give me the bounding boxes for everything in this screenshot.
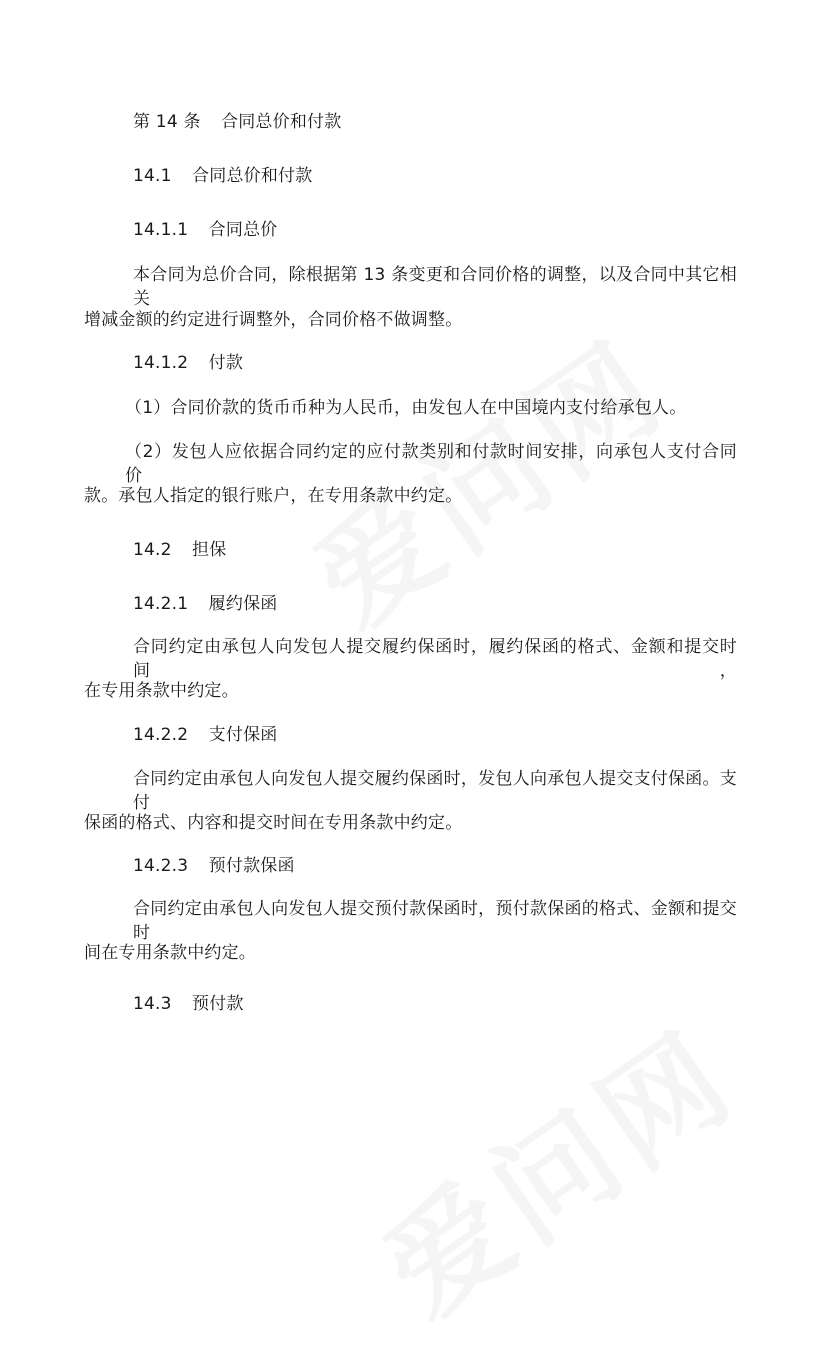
paragraph-line: 合同约定由承包人向发包人提交履约保函时，发包人向承包人提交支付保函。支付 [133,769,737,813]
section-number: 14.1.2 [133,353,189,373]
section-heading-14-2-2 [133,723,277,747]
section-title: 合同总价 [208,220,278,240]
section-title: 预付款 [192,994,244,1014]
section-heading-14-1 [133,164,312,188]
list-item-continuation: 款。承包人指定的银行账户，在专用条款中约定。 [84,486,463,506]
section-number: 14.1 [133,166,172,186]
section-number: 14.2.3 [133,856,189,876]
section-title: 预付款保函 [208,856,295,876]
section-heading-14-2 [133,538,226,562]
section-title: 付款 [208,353,244,373]
section-heading-14-1-1 [133,218,277,242]
paragraph-line: 保函的格式、内容和提交时间在专用条款中约定。 [84,813,463,833]
paragraph-line: 间在专用条款中约定。 [84,943,256,963]
section-title: 支付保函 [208,725,278,745]
section-number: 14.3 [133,994,172,1014]
section-title: 合同总价和付款 [192,166,313,186]
article-number: 第 14 条 [133,112,201,132]
article-heading [133,110,341,134]
paragraph-line: 合同约定由承包人向发包人提交履约保函时，履约保函的格式、金额和提交时间， [133,637,737,681]
section-heading-14-1-2 [133,351,243,375]
section-number: 14.1.1 [133,220,189,240]
section-heading-14-3 [133,992,244,1016]
paragraph-line: 在专用条款中约定。 [84,681,239,701]
section-title: 担保 [192,540,227,560]
section-number: 14.2.1 [133,594,189,614]
section-heading-14-2-3 [133,854,295,878]
section-title: 履约保函 [208,594,278,614]
watermark [346,984,764,1348]
paragraph-line: 增减金额的约定进行调整外，合同价格不做调整。 [84,310,463,330]
list-item: （1）合同价款的货币币种为人民币，由发包人在中国境内支付给承包人。 [125,398,687,418]
article-title: 合同总价和付款 [221,112,342,132]
paragraph-line: 合同约定由承包人向发包人提交预付款保函时，预付款保函的格式、金额和提交时 [133,899,737,943]
section-number: 14.2.2 [133,725,189,745]
section-heading-14-2-1 [133,592,277,616]
list-item: （2）发包人应依据合同约定的应付款类别和付款时间安排，向承包人支付合同价 [125,442,737,486]
paragraph-line: 本合同为总价合同，除根据第 13 条变更和合同价格的调整，以及合同中其它相关 [133,265,737,309]
section-number: 14.2 [133,540,172,560]
